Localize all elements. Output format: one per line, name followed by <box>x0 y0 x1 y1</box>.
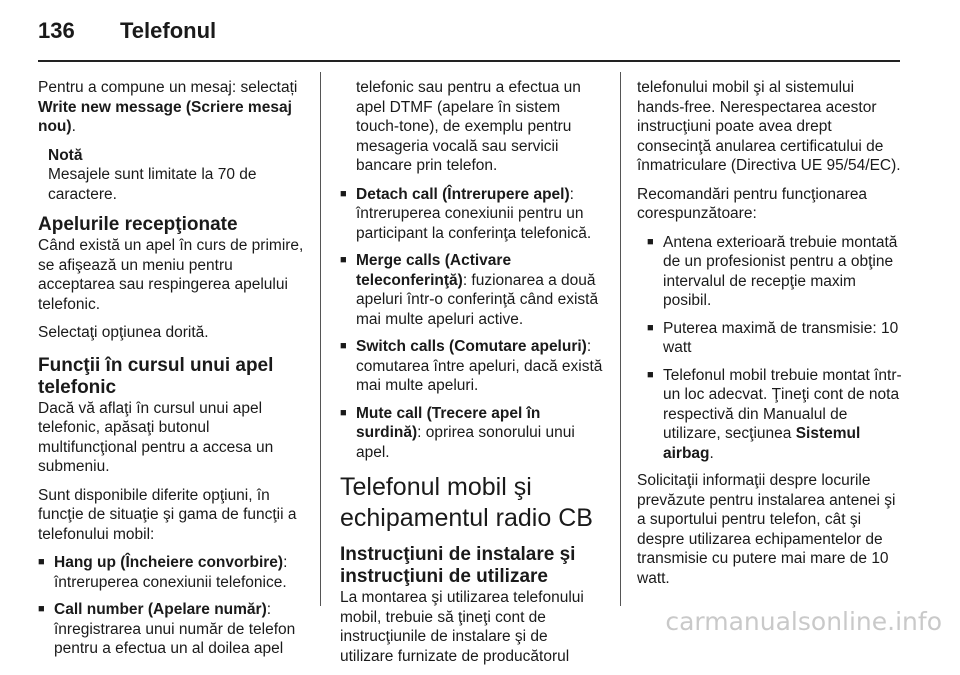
paragraph: Dacă vă aflaţi în cursul unui apel telefonic, apăsaţi butonul multifuncţional pentru a accesa un submeniu. <box>38 399 274 475</box>
section-heading: Apelurile recepţionate <box>38 214 238 235</box>
list-item: ■ Antena exterioară trebuie montată de un profesionist pentru a obţine intervalul de recepţie maxim posibil. <box>647 233 905 311</box>
paragraph: Selectaţi opţiunea dorită. <box>38 324 209 341</box>
chapter-heading: Telefonul mobil şi echipamentul radio CB <box>340 473 593 532</box>
list-item: ■ Hang up (Încheiere convorbire): întreruperea conexiunii telefonice. <box>38 553 306 592</box>
list-item: ■ Merge calls (Activare teleconferinţă): fuzionarea a două apeluri într-o conferinţă când există mai multe apeluri active. <box>340 251 604 329</box>
section-heading: Instrucţiuni de instalare şi instrucţiuni de utilizare <box>340 544 576 587</box>
paragraph: telefonului mobil şi al sistemului hands-free. Nerespectarea acestor instrucţiuni poate avea drept consecinţă anularea certificatului de înmatriculare (Directiva UE 95/54/EC). <box>637 79 901 174</box>
list-item: ■ Call number (Apelare număr): înregistrarea unui număr de telefon pentru a efectua un al doilea apel <box>38 600 306 659</box>
list-item: ■ Mute call (Trecere apel în surdină): oprirea sonorului unui apel. <box>340 404 604 463</box>
page-header <box>38 18 216 44</box>
paragraph: Sunt disponibile diferite opţiuni, în funcţie de situaţie şi gama de funcţii a telefonului mobil: <box>38 486 297 543</box>
page-number: 136 <box>38 18 75 43</box>
list-item: ■ Telefonul mobil trebuie montat într-un loc adecvat. Ţineţi cont de nota respectivă din Manualul de utilizare, secţiunea Sistemul airbag. <box>647 366 905 464</box>
column-2 <box>340 78 604 675</box>
menu-option: Write new message (Scriere mesaj nou) <box>38 98 292 135</box>
paragraph: telefonic sau pentru a efectua un apel DTMF (apelare în sistem touch-tone), de exemplu pentru mesageria vocală sau servicii bancare prin telefon. <box>356 79 581 174</box>
column-divider <box>620 72 621 606</box>
paragraph: Pentru a compune un mesaj: selectați Write new message (Scriere mesaj nou). <box>38 79 298 135</box>
list-item: ■ Puterea maximă de transmisie: 10 watt <box>647 319 905 358</box>
section-heading: Funcţii în cursul unui apel telefonic <box>38 354 274 398</box>
list-item: ■ Detach call (Întrerupere apel): întreruperea conexiunii pentru un participant la conferinţa telefonică. <box>340 185 604 244</box>
paragraph: La montarea şi utilizarea telefonului mobil, trebuie să ţineţi cont de instrucţiunile de instalare şi de utilizare furnizate de producătorul <box>340 589 584 665</box>
note-body: Mesajele sunt limitate la 70 de caractere. <box>48 166 257 203</box>
page-title: Telefonul <box>120 18 217 43</box>
column-divider <box>320 72 321 606</box>
column-3 <box>637 78 905 597</box>
column-1 <box>38 78 306 667</box>
paragraph: Solicitaţii informaţii despre locurile prevăzute pentru instalarea antenei şi a suportului pentru telefon, cât şi despre utilizarea echipamentelor de transmisie cu putere mai mare de 10 watt. <box>637 472 896 587</box>
paragraph: Când există un apel în curs de primire, se afişează un meniu pentru acceptarea sau respingerea apelului telefonic. <box>38 237 304 313</box>
header-rule <box>38 60 900 62</box>
note-title: Notă <box>48 146 83 164</box>
paragraph: Recomandări pentru funcţionarea corespunzătoare: <box>637 185 868 222</box>
list-item: ■ Switch calls (Comutare apeluri): comutarea între apeluri, dacă există mai multe apeluri. <box>340 337 604 396</box>
note-box <box>38 146 306 205</box>
watermark: carmanualsonline.info <box>665 607 942 636</box>
